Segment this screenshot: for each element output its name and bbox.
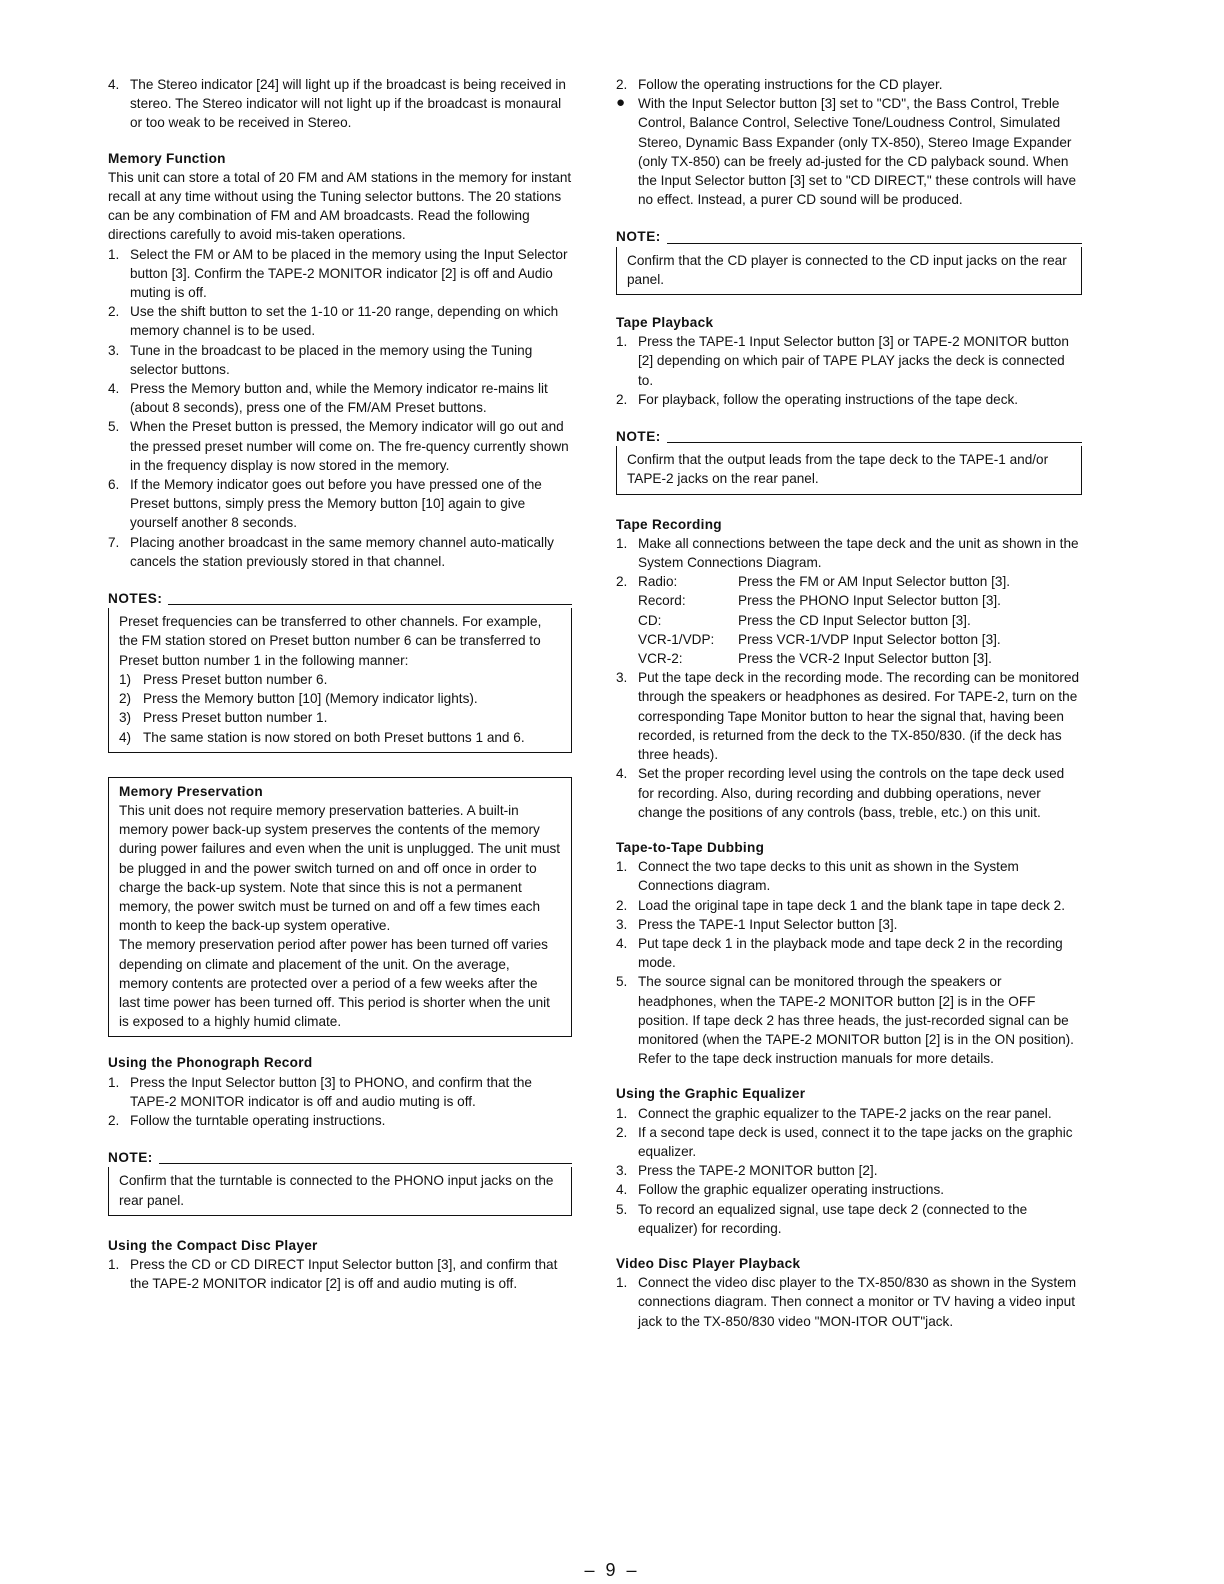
dubbing-section — [616, 838, 1082, 1068]
item-text: Press the TAPE-1 Input Selector button [3] or TAPE-2 MONITOR button [2] depending on which pair of TAPE PLAY jacks the deck is connected to. — [638, 334, 1069, 388]
notes-intro: Preset frequencies can be transferred to other channels. For example, the FM station stored on Preset button number 6 can be transferred to Preset button number 1 in the following manner: — [119, 614, 542, 668]
section-paragraph: This unit does not require memory preservation batteries. A built-in memory power back-up system preserves the contents of the memory during power failures and even when the unit is unplugged. The unit must be plugged in and the power switch turned on and off once in order to charge the back-up system. Note that since this is not a permanent memory, the power switch must be turned on and off a few times each month to keep the back-up system operative. — [119, 802, 561, 934]
item-number: 4. — [616, 1182, 628, 1198]
stereo-indicator-item — [108, 75, 572, 133]
divider — [159, 1163, 572, 1164]
item-text: Press the Memory button [10] (Memory indicator lights). — [143, 691, 478, 707]
source-table — [638, 572, 1082, 668]
left-column — [108, 75, 572, 1293]
source-row — [638, 611, 1082, 630]
note-box — [616, 446, 1082, 494]
item-number: 5. — [616, 974, 628, 990]
list-item — [616, 1180, 1082, 1199]
item-text: Set the proper recording level using the controls on the tape deck used for recording. Also, during recording and dubbing operations, never change the positions of any controls (bass, treble, etc.) on this unit. — [638, 766, 1065, 820]
note-text: Confirm that the CD player is connected to the CD input jacks on the rear panel. — [627, 252, 1067, 287]
item-text: The same station is now stored on both Preset buttons 1 and 6. — [143, 729, 525, 745]
note-box — [108, 1167, 572, 1215]
memory-preservation-box — [108, 777, 572, 1038]
list-item — [616, 572, 1082, 668]
item-text: Connect the two tape decks to this unit as shown in the System Connections diagram. — [638, 859, 1019, 894]
list-item — [119, 708, 561, 727]
list-item — [108, 341, 572, 379]
item-number: 5. — [616, 1201, 628, 1217]
item-number: 4. — [616, 766, 628, 782]
item-number: 1. — [108, 1256, 120, 1272]
list-item — [616, 896, 1082, 915]
source-row — [638, 572, 1082, 591]
item-text: The Stereo indicator [24] will light up if the broadcast is being received in stereo. The Stereo indicator will not light up if the broadcast is monaural or too weak to be received in Stereo. — [130, 77, 566, 131]
item-text: When the Preset button is pressed, the Memory indicator will go out and the pressed preset number will come on. The fre-quency currently shown in the frequency display is now stored in the memory. — [130, 419, 569, 473]
item-number: 4. — [108, 77, 120, 92]
note-box — [616, 247, 1082, 295]
notes-box — [108, 589, 572, 753]
source-text: Press the CD Input Selector button [3]. — [738, 612, 971, 628]
list-item — [616, 1200, 1082, 1238]
item-text: Put tape deck 1 in the playback mode and tape deck 2 in the recording mode. — [638, 935, 1063, 971]
note-label — [108, 1148, 572, 1167]
item-number: 1) — [119, 671, 132, 687]
item-text: Use the shift button to set the 1-10 or 11-20 range, depending on which memory channel is to be used. — [130, 304, 559, 339]
list-item — [616, 857, 1082, 895]
item-number: 4. — [616, 935, 628, 951]
source-text: Press the FM or AM Input Selector button [3]. — [738, 574, 1011, 590]
item-text: Press the Input Selector button [3] to PHONO, and confirm that the TAPE-2 MONITOR indicator is off and audio muting is off. — [130, 1074, 532, 1109]
item-number: 2. — [616, 897, 628, 913]
item-text: Press Preset button number 1. — [143, 710, 328, 726]
note-label — [616, 427, 1082, 446]
note-text: Confirm that the output leads from the tape deck to the TAPE-1 and/or TAPE-2 jacks on the rear panel. — [627, 452, 1049, 487]
item-text: Press the TAPE-2 MONITOR button [2]. — [638, 1163, 878, 1179]
item-number: 3) — [119, 710, 132, 726]
item-text: Make all connections between the tape deck and the unit as shown in the System Connections Diagram. — [638, 535, 1079, 571]
item-text: Select the FM or AM to be placed in the memory using the Input Selector button [3]. Confirm the TAPE-2 MONITOR indicator [2] is off and Audio muting is off. — [130, 246, 568, 301]
list-item — [616, 534, 1082, 572]
item-number: 3. — [616, 916, 628, 932]
list-item — [616, 75, 1082, 94]
notes-label-text: NOTES: — [108, 591, 163, 607]
tape-recording-section — [616, 515, 1082, 822]
item-text: Tune in the broadcast to be placed in the memory using the Tuning selector buttons. — [130, 342, 533, 377]
item-text: Placing another broadcast in the same memory channel auto-matically cancels the station previously stored in that channel. — [130, 534, 554, 569]
memory-function-section — [108, 149, 572, 571]
section-heading: Using the Compact Disc Player — [108, 1237, 318, 1253]
item-number: 1. — [616, 1275, 628, 1291]
note-label-text: NOTE: — [108, 1150, 153, 1166]
list-item — [108, 245, 572, 303]
item-number: 2. — [616, 574, 628, 590]
item-text: Press the Memory button and, while the Memory indicator re-mains lit (about 8 seconds), press one of the FM/AM Preset buttons. — [130, 381, 548, 416]
list-item — [616, 1123, 1082, 1161]
divider — [667, 442, 1082, 443]
item-text: Press Preset button number 6. — [143, 671, 328, 687]
list-item — [119, 728, 561, 747]
section-heading: Tape Playback — [616, 315, 714, 331]
list-item — [616, 332, 1082, 390]
source-row — [638, 649, 1082, 668]
source-row — [638, 591, 1082, 610]
note-label-text: NOTE: — [616, 429, 661, 445]
item-text: Follow the graphic equalizer operating instructions. — [638, 1182, 945, 1198]
section-heading: Memory Function — [108, 150, 226, 166]
source-label: CD: — [638, 612, 662, 628]
section-heading: Using the Phonograph Record — [108, 1055, 313, 1071]
divider — [667, 243, 1082, 244]
item-number: 3. — [616, 1163, 628, 1179]
item-number: 2. — [616, 391, 628, 407]
list-item — [616, 390, 1082, 409]
source-label: VCR-1/VDP: — [638, 631, 715, 647]
list-item — [119, 670, 561, 689]
item-number: 5. — [108, 419, 120, 435]
item-number: 1. — [108, 1074, 120, 1090]
page-number: – 9 – — [584, 1560, 640, 1580]
item-number: 6. — [108, 477, 120, 493]
source-label: Radio: — [638, 574, 678, 590]
list-item — [108, 1111, 572, 1130]
item-number: 1. — [616, 859, 628, 875]
item-text: Load the original tape in tape deck 1 and the blank tape in tape deck 2. — [638, 897, 1066, 913]
item-number: 7. — [108, 534, 120, 550]
section-heading: Using the Graphic Equalizer — [616, 1086, 806, 1102]
list-item — [616, 934, 1082, 972]
item-text: With the Input Selector button [3] set to "CD", the Bass Control, Treble Control, Balance Control, Selective Tone/Loudness Control, Simulated Stereo, Dynamic Bass Expander (only TX-850), Stereo Image Expander (only TX-850) can be freely ad-justed for the CD palyback sound. When the Input Selector button [3] set to "CD DIRECT," these controls will have no effect. Instead, a purer CD sound will be produced. — [638, 96, 1077, 208]
item-text: Connect the video disc player to the TX-850/830 as shown in the System connections diagram. Then connect a monitor or TV having a video input jack to the TX-850/830 video "MON-ITOR OUT"jack. — [638, 1275, 1077, 1329]
source-label: Record: — [638, 593, 686, 609]
section-paragraph: The memory preservation period after power has been turned off varies depending on climate and placement of the unit. On the average, memory contents are protected over a period of a few weeks after the last time power has been turned off. This period is shorter when the unit is exposed to a highly humid climate. — [119, 937, 550, 1030]
item-number: 2. — [616, 1124, 628, 1140]
list-item — [616, 1273, 1082, 1331]
item-text: To record an equalized signal, use tape deck 2 (connected to the equalizer) for recording. — [638, 1201, 1028, 1236]
note-text: Confirm that the turntable is connected to the PHONO input jacks on the rear panel. — [119, 1173, 554, 1208]
notes-label — [108, 589, 572, 608]
equalizer-section — [616, 1084, 1082, 1238]
list-item — [616, 668, 1082, 764]
item-text: The source signal can be monitored through the speakers or headphones, when the TAPE-2 MONITOR button [2] is in the OFF position. If tape deck 2 has three heads, the just-recorded signal can be monitored (when the TAPE-2 MONITOR button [2] is in the ON position). Refer to the tape deck instruction manuals for more details. — [638, 974, 1074, 1067]
item-number: 2. — [108, 304, 120, 320]
item-number: 1. — [108, 246, 120, 262]
bullet-item — [616, 94, 1082, 209]
item-number: 4. — [108, 381, 120, 397]
item-number: 2. — [616, 77, 628, 92]
item-number: 3. — [108, 342, 120, 358]
item-number: 2) — [119, 691, 132, 707]
section-heading: Memory Preservation — [119, 783, 263, 799]
compact-disc-section — [108, 1236, 572, 1294]
source-row — [638, 630, 1082, 649]
list-item — [108, 1255, 572, 1293]
list-item — [108, 302, 572, 340]
item-number: 1. — [616, 334, 628, 350]
item-text: Press the TAPE-1 Input Selector button [3]. — [638, 916, 898, 932]
section-heading: Video Disc Player Playback — [616, 1255, 801, 1271]
section-heading: Tape-to-Tape Dubbing — [616, 839, 765, 855]
phonograph-section — [108, 1053, 572, 1215]
source-label: VCR-2: — [638, 651, 683, 667]
divider — [168, 604, 572, 605]
list-item — [108, 1073, 572, 1111]
list-item — [616, 1161, 1082, 1180]
note-label-text: NOTE: — [616, 229, 661, 245]
list-item — [108, 533, 572, 571]
source-text: Press the VCR-2 Input Selector button [3]. — [738, 651, 992, 667]
item-number: 2. — [108, 1112, 120, 1128]
item-text: If a second tape deck is used, connect it to the tape jacks on the graphic equalizer. — [638, 1124, 1073, 1159]
list-item — [108, 417, 572, 475]
video-disc-section — [616, 1254, 1082, 1331]
section-heading: Tape Recording — [616, 516, 722, 532]
item-number: 3. — [616, 670, 628, 686]
list-item — [108, 475, 572, 533]
source-text: Press VCR-1/VDP Input Selector botton [3]. — [738, 631, 1001, 647]
list-item — [616, 915, 1082, 934]
item-text: If the Memory indicator goes out before you have pressed one of the Preset buttons, simply press the Memory button [10] again to give yourself another 8 seconds. — [130, 477, 542, 531]
item-text: Connect the graphic equalizer to the TAPE-2 jacks on the rear panel. — [638, 1105, 1052, 1121]
section-paragraph: This unit can store a total of 20 FM and AM stations in the memory for instant recall at any time without using the Tuning selector buttons. The 20 stations can be any combination of FM and AM broadcasts. Read the following directions carefully to avoid mis-taken operations. — [108, 169, 572, 243]
item-text: For playback, follow the operating instructions of the tape deck. — [638, 391, 1019, 407]
item-text: Put the tape deck in the recording mode. The recording can be monitored through the speakers or headphones as desired. For TAPE-2, turn on the corresponding Tape Monitor button to hear the signal that, having been recorded, is returned from the deck to the TX-850/830. (if the deck has three heads). — [638, 670, 1080, 763]
item-text: Follow the turntable operating instructions. — [130, 1112, 386, 1128]
list-item — [616, 1104, 1082, 1123]
bullet-icon: ● — [616, 94, 626, 112]
item-text: Press the CD or CD DIRECT Input Selector button [3], and confirm that the TAPE-2 MONITOR indicator [2] is off and audio muting is off. — [130, 1256, 558, 1292]
item-number: 1. — [616, 535, 628, 551]
source-text: Press the PHONO Input Selector button [3]. — [738, 593, 1001, 609]
item-number: 4) — [119, 729, 132, 745]
note-label — [616, 227, 1082, 246]
item-text: Follow the operating instructions for the CD player. — [638, 77, 943, 92]
list-item — [119, 689, 561, 708]
right-column — [616, 75, 1082, 1331]
list-item — [616, 764, 1082, 822]
tape-playback-section — [616, 313, 1082, 495]
notes-content — [108, 608, 572, 752]
list-item — [108, 379, 572, 417]
list-item — [616, 972, 1082, 1068]
item-number: 1. — [616, 1105, 628, 1121]
